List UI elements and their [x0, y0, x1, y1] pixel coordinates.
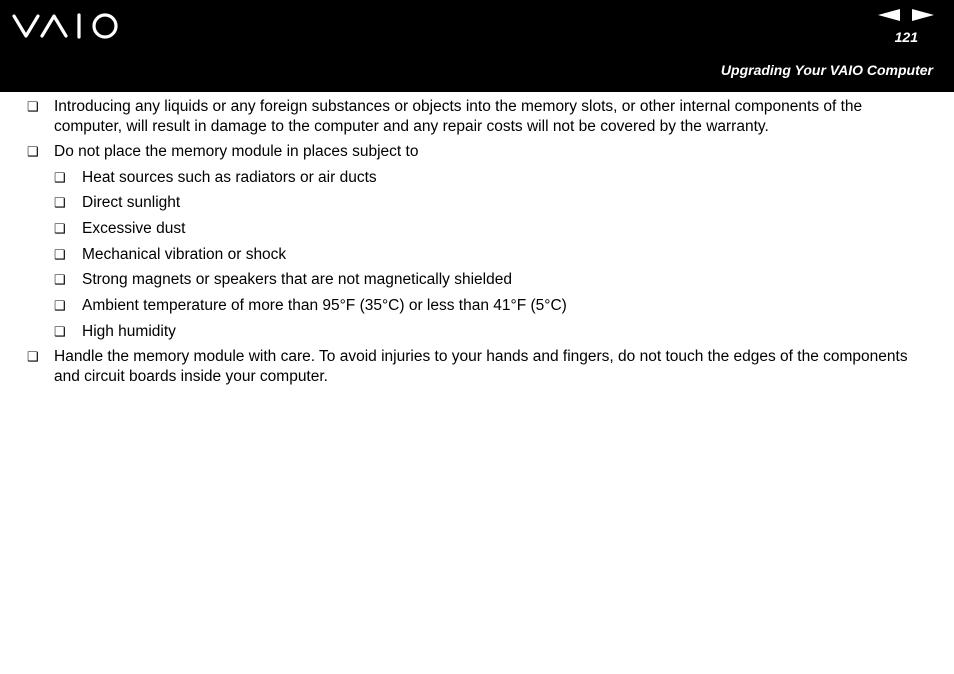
sub-list-item: [54, 168, 914, 188]
checkbox-bullet-icon: ❑: [27, 99, 39, 114]
sub-list-item: [54, 296, 914, 316]
sub-list-item: [54, 219, 914, 239]
checkbox-bullet-icon: ❑: [54, 272, 66, 287]
list-item-text: Do not place the memory module in places subject to: [54, 143, 419, 160]
section-title: Upgrading Your VAIO Computer: [720, 62, 933, 78]
sub-list-item-text: Direct sunlight: [82, 194, 181, 211]
checkbox-bullet-icon: ❑: [27, 349, 39, 364]
page-header: [0, 0, 954, 92]
sub-list-item: [54, 193, 914, 213]
sub-list-item-text: Heat sources such as radiators or air ducts: [82, 169, 377, 186]
sub-list-item-text: Strong magnets or speakers that are not magnetically shielded: [82, 271, 512, 288]
list-item: [27, 97, 932, 136]
checkbox-bullet-icon: ❑: [54, 247, 66, 262]
list-item-text: Introducing any liquids or any foreign substances or objects into the memory slots, or other internal components of the computer, will result in damage to the computer and any repair costs will not be covered by the warranty.: [54, 98, 863, 135]
checkbox-bullet-icon: ❑: [27, 144, 39, 159]
vaio-logo: [12, 12, 122, 40]
checkbox-bullet-icon: ❑: [54, 221, 66, 236]
sub-list-item-text: Mechanical vibration or shock: [82, 246, 287, 263]
sub-list-item-text: High humidity: [82, 323, 176, 340]
left-arrow-icon[interactable]: [878, 9, 900, 21]
right-arrow-icon[interactable]: [912, 9, 934, 21]
list-item: [27, 142, 932, 162]
sub-list-item-text: Excessive dust: [82, 220, 186, 237]
list-item-text: Handle the memory module with care. To avoid injuries to your hands and fingers, do not touch the edges of the components and circuit boards inside your computer.: [54, 348, 908, 385]
checkbox-bullet-icon: ❑: [54, 324, 66, 339]
checkbox-bullet-icon: ❑: [54, 195, 66, 210]
checkbox-bullet-icon: ❑: [54, 298, 66, 313]
sub-list-item: [54, 245, 914, 265]
sub-list-item-text: Ambient temperature of more than 95°F (35°C) or less than 41°F (5°C): [82, 297, 567, 314]
sub-list-item: [54, 322, 914, 342]
checkbox-bullet-icon: ❑: [54, 170, 66, 185]
sub-list-item: [54, 270, 914, 290]
list-item: [27, 347, 932, 386]
page-number: 121: [894, 29, 918, 45]
